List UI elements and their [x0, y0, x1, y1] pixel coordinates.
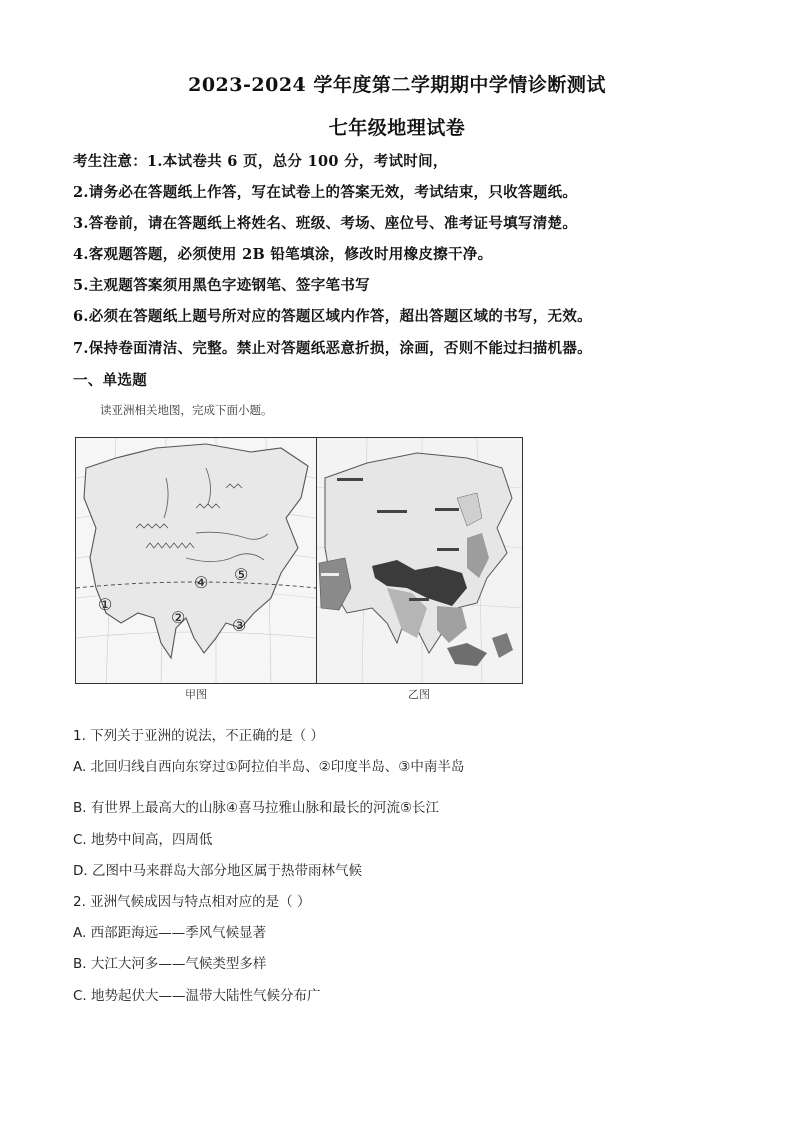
question-2-option-b[interactable]: B. 大江大河多——气候类型多样 — [73, 956, 267, 972]
question-2-option-a[interactable]: A. 西部距海远——季风气候显著 — [73, 925, 267, 941]
note-line: 2.请务必在答题纸上作答，写在试卷上的答案无效，考试结束，只收答题纸。 — [73, 184, 578, 201]
marker-2: ② — [171, 608, 186, 627]
map-jia-drawing — [76, 438, 316, 683]
marker-5: ⑤ — [234, 565, 249, 584]
question-1-option-a[interactable]: A. 北回归线自西向东穿过①阿拉伯半岛、②印度半岛、③中南半岛 — [73, 759, 465, 775]
question-1-stem: 1. 下列关于亚洲的说法，不正确的是（ ） — [73, 728, 324, 744]
note-line: 7.保持卷面清洁、完整。禁止对答题纸恶意折损，涂画，否则不能过扫描机器。 — [73, 340, 592, 357]
note-line: 6.必须在答题纸上题号所对应的答题区域内作答，超出答题区域的书写，无效。 — [73, 308, 592, 325]
note-line: 3.答卷前，请在答题纸上将姓名、班级、考场、座位号、准考证号填写清楚。 — [73, 215, 578, 232]
question-2-stem: 2. 亚洲气候成因与特点相对应的是（ ） — [73, 894, 311, 910]
question-1-option-c[interactable]: C. 地势中间高，四周低 — [73, 832, 213, 848]
marker-1: ① — [98, 595, 113, 614]
question-1-option-d[interactable]: D. 乙图中马来群岛大部分地区属于热带雨林气候 — [73, 863, 362, 879]
map-jia — [75, 437, 317, 684]
note-line: 考生注意：1.本试卷共 6 页，总分 100 分，考试时间， — [73, 153, 448, 170]
note-line: 5.主观题答案须用黑色字迹钢笔、签字笔书写 — [73, 277, 370, 294]
marker-4: ④ — [194, 573, 209, 592]
question-2-option-c[interactable]: C. 地势起伏大——温带大陆性气候分布广 — [73, 988, 321, 1004]
map-yi-caption: 乙图 — [408, 688, 430, 701]
section-heading: 一、单选题 — [73, 372, 147, 389]
map-yi-drawing — [317, 438, 522, 683]
map-yi — [316, 437, 523, 684]
instruction-text: 读亚洲相关地图，完成下面小题。 — [100, 403, 273, 417]
question-1-option-b[interactable]: B. 有世界上最高大的山脉④喜马拉雅山脉和最长的河流⑤长江 — [73, 800, 440, 816]
page-title: 2023-2024 学年度第二学期期中学情诊断测试 — [188, 74, 606, 96]
map-jia-caption: 甲图 — [185, 688, 207, 701]
marker-3: ③ — [232, 616, 247, 635]
note-line: 4.客观题答题，必须使用 2B 铅笔填涂，修改时用橡皮擦干净。 — [73, 246, 493, 263]
page-subtitle: 七年级地理试卷 — [328, 117, 466, 139]
